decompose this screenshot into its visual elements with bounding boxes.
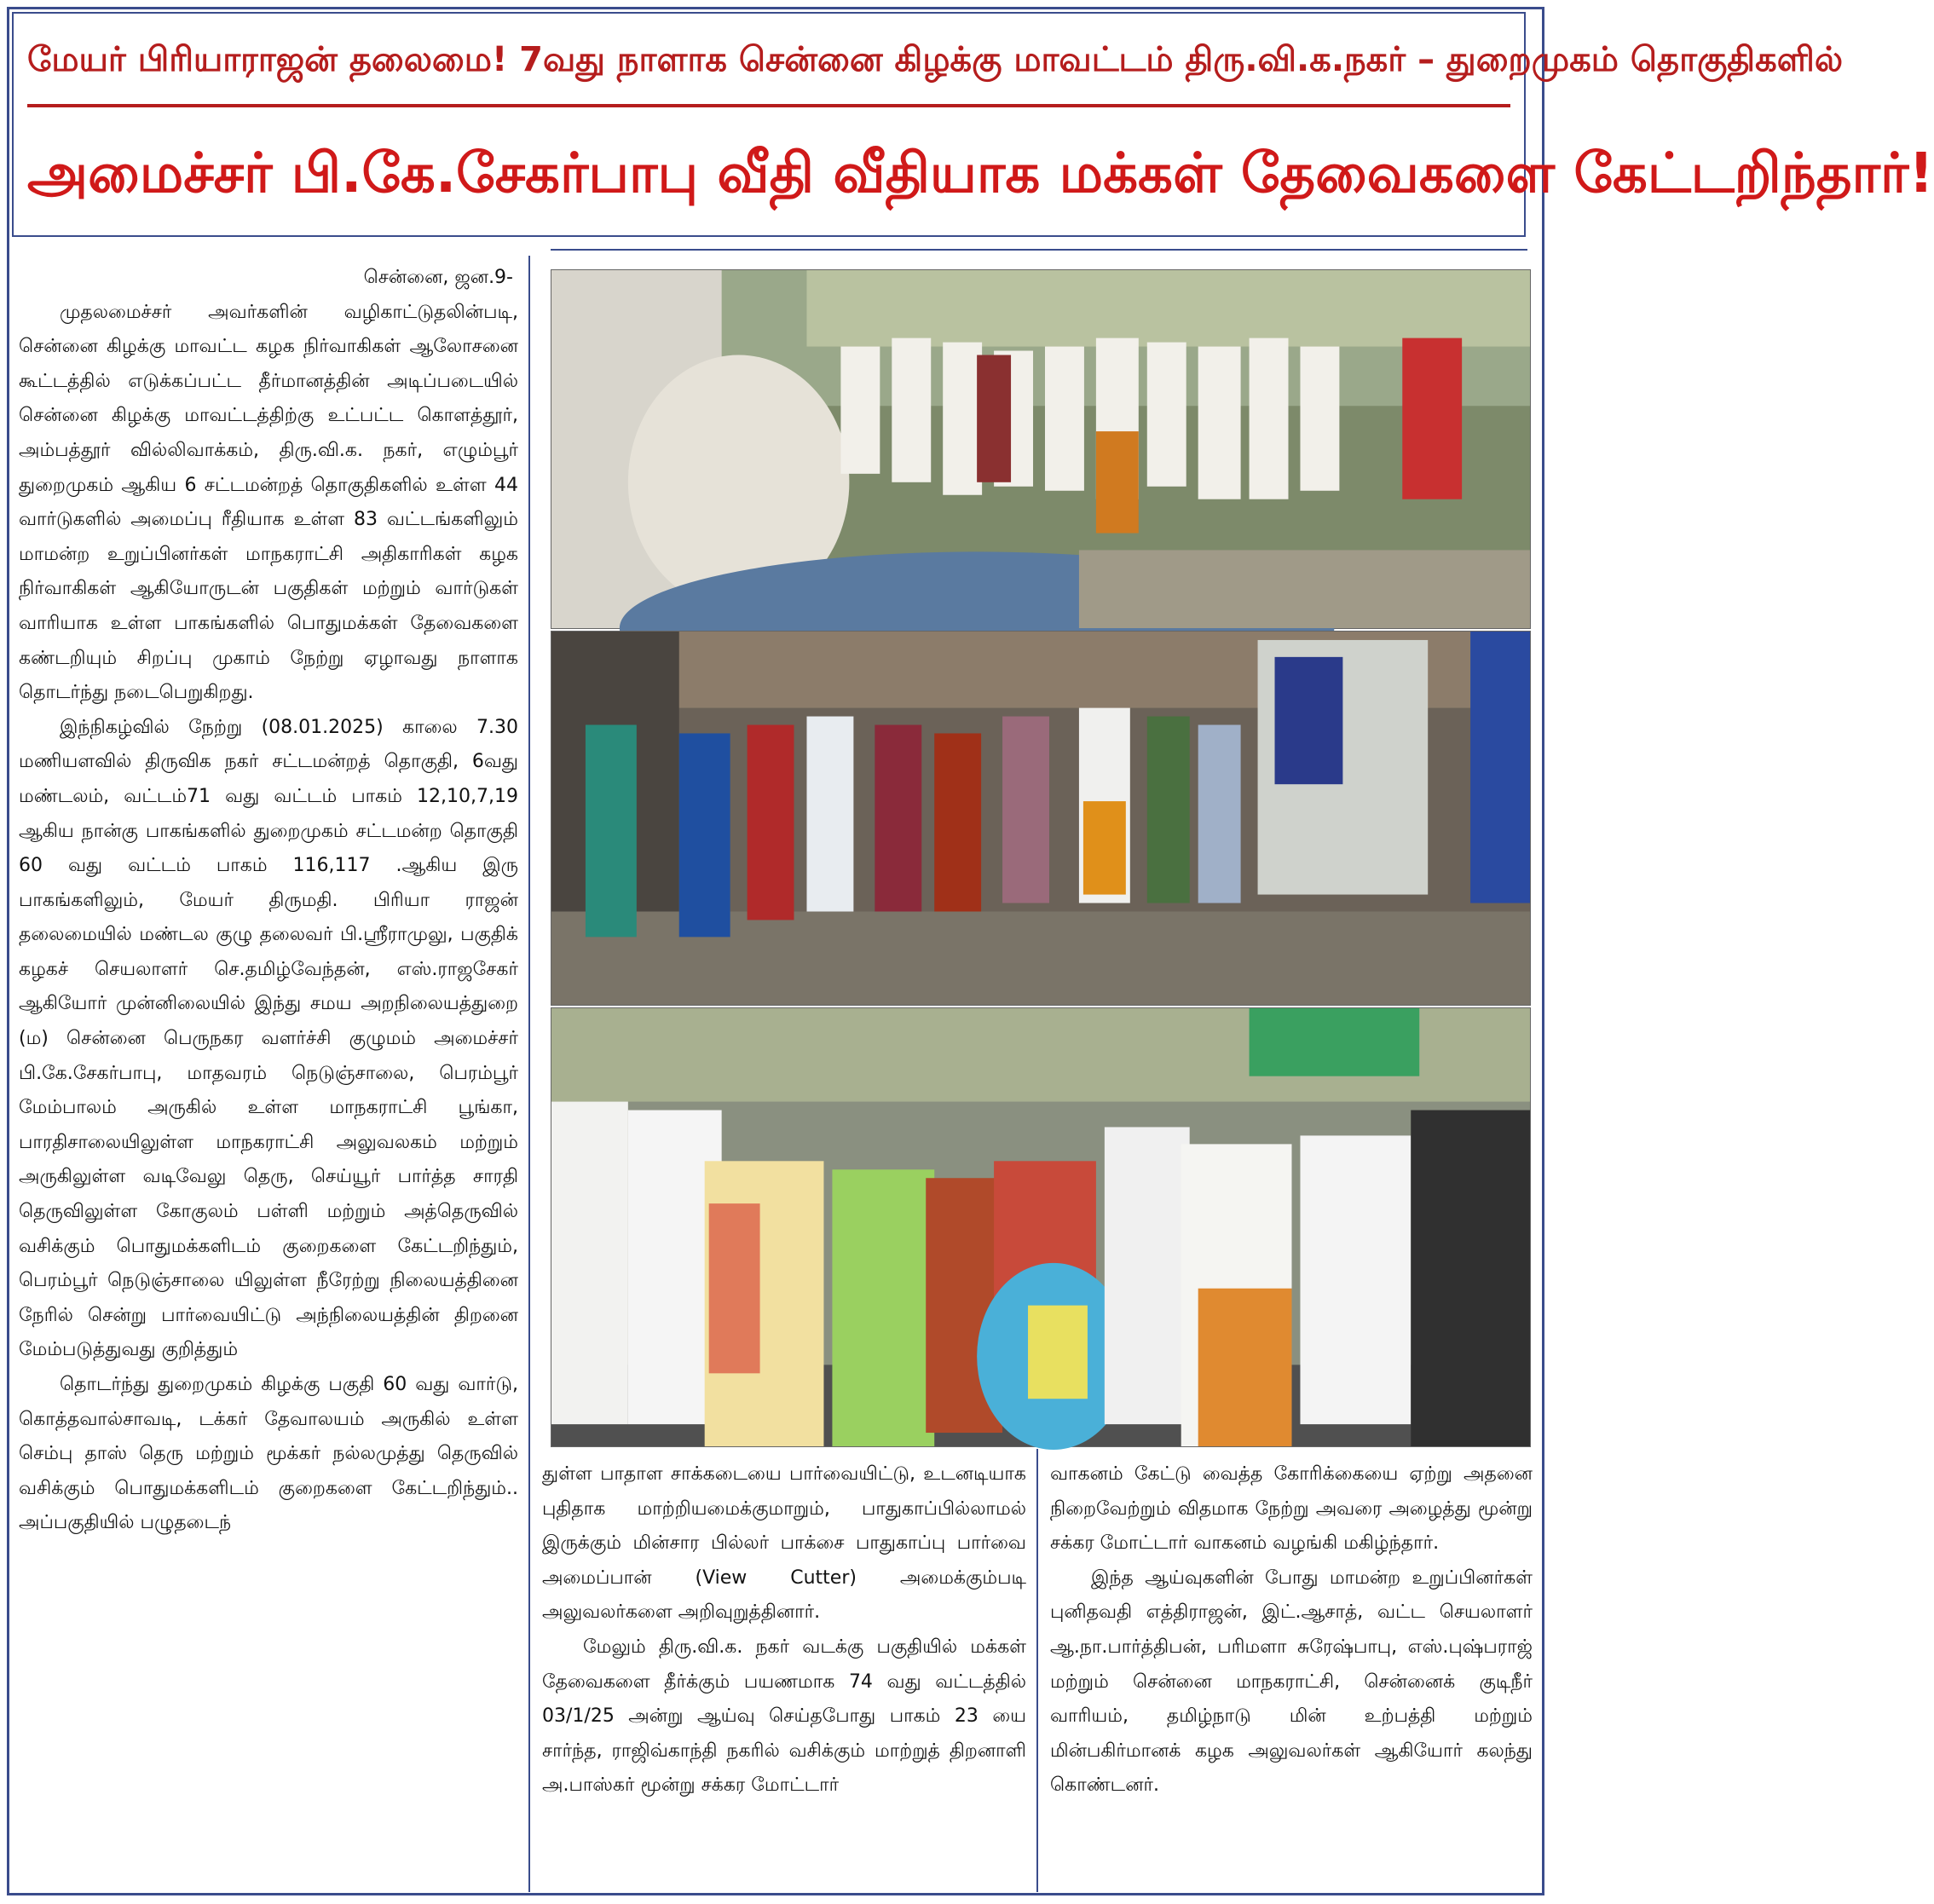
main-headline: அமைச்சர் பி.கே.சேகர்பாபு வீதி வீதியாக மக்கள் தேவைகளை கேட்டறிந்தார்! — [27, 142, 1934, 205]
paragraph: மேலும் திரு.வி.க. நகர் வடக்கு பகுதியில் மக்கள் தேவைகளை தீர்க்கும் பயணமாக 74 வது வட்டத்தில் 03/1/25 அன்று ஆய்வு செய்தபோது பாகம் 23 யை சார்ந்த, ராஜிவ்காந்தி நகரில் வசிக்கும் மாற்றுத் திறனாளி அ.பாஸ்கர் மூன்று சக்கர மோட்டார் — [542, 1636, 1026, 1797]
kicker-line: மேயர் பிரியாராஜன் தலைமை! 7வது நாளாக சென்னை கிழக்கு மாவட்டம் திரு.வி.க.நகர் – துறைமுகம் தொகுதிகளில் — [27, 40, 1844, 79]
paragraph: தொடர்ந்து துறைமுகம் கிழக்கு பகுதி 60 வது வார்டு, கொத்தவால்சாவடி, டக்கர் தேவாலயம் அருகில் உள்ள செம்பு தாஸ் தெரு மற்றும் மூக்கர் நல்லமுத்து தெருவில் வசிக்கும் பொதுமக்களிடம் குறைகளை கேட்டறிந்தும்.. அப்பகுதியில் பழுதடைந் — [19, 1374, 518, 1534]
column-divider-2 — [1036, 1449, 1038, 1892]
article-column-2 — [542, 1457, 1026, 1888]
article-column-3 — [1050, 1457, 1533, 1888]
paragraph: வாகனம் கேட்டு வைத்த கோரிக்கையை ஏற்று அதனை நிறைவேற்றும் விதமாக நேற்று அவரை அழைத்து மூன்று சக்கர மோட்டார் வாகனம் வழங்கி மகிழ்ந்தார். — [1050, 1463, 1533, 1555]
photo-divider-top — [551, 249, 1527, 251]
column-divider-1 — [528, 256, 530, 1892]
photo-street-inspection — [551, 631, 1531, 1006]
headline-box — [12, 12, 1934, 237]
kicker-divider — [27, 104, 1510, 107]
dateline: சென்னை, ஜன.9- — [363, 267, 513, 288]
photo-vehicle-handover — [551, 1007, 1531, 1447]
photo-park-inspection — [551, 269, 1531, 629]
paragraph: இந்நிகழ்வில் நேற்று (08.01.2025) காலை 7.30 மணியளவில் திருவிக நகர் சட்டமன்றத் தொகுதி, 6வது மண்டலம், வட்டம்71 வது வட்டம் பாகம் 12,10,7,19 ஆகிய நான்கு பாகங்களில் துறைமுகம் சட்டமன்ற தொகுதி 60 வது வட்டம் பாகம் 116,117 .ஆகிய இரு பாகங்களிலும், மேயர் திருமதி. பிரியா ராஜன் தலைமையில் மண்டல குழு தலைவர் பி.ஸ்ரீராமுலு, பகுதிக் கழகச் செயலாளர் செ.தமிழ்வேந்தன், எஸ்.ராஜசேகர் ஆகியோர் முன்னிலையில் இந்து சமய அறநிலையத்துறை (ம) சென்னை பெருநகர வளர்ச்சி குழுமம் அமைச்சர் பி.கே.சேகர்பாபு, மாதவரம் நெடுஞ்சாலை, பெரம்பூர் மேம்பாலம் அருகில் உள்ள மாநகராட்சி பூங்கா, பாரதிசாலையிலுள்ள மாநகராட்சி அலுவலகம் மற்றும் அருகிலுள்ள வடிவேலு தெரு, செய்யூர் பார்த்த சாரதி தெருவிலுள்ள கோகுலம் பள்ளி மற்றும் அத்தெருவில் வசிக்கும் பொதுமக்களிடம் குறைகளை கேட்டறிந்தும், பெரம்பூர் நெடுஞ்சாலை யிலுள்ள நீரேற்று நிலையத்தினை நேரில் சென்று பார்வையிட்டு அந்நிலையத்தின் திறனை மேம்படுத்துவது குறித்தும் — [19, 716, 518, 1361]
paragraph: துள்ள பாதாள சாக்கடையை பார்வையிட்டு, உடனடியாக புதிதாக மாற்றியமைக்குமாறும், பாதுகாப்பில்லாமல் இருக்கும் மின்சார பில்லர் பாக்சை பாதுகாப்பு பார்வை அமைப்பான் (View Cutter) அமைக்கும்படி அலுவலர்களை அறிவுறுத்தினார். — [542, 1463, 1026, 1624]
paragraph: இந்த ஆய்வுகளின் போது மாமன்ற உறுப்பினர்கள் புனிதவதி எத்திராஜன், இட்.ஆசாத், வட்ட செயலாளர் ஆ.நா.பார்த்திபன், பரிமளா சுரேஷ்பாபு, எஸ்.புஷ்பராஜ் மற்றும் சென்னை மாநகராட்சி, சென்னைக் குடிநீர் வாரியம், தமிழ்நாடு மின் உற்பத்தி மற்றும் மின்பகிர்மானக் கழக அலுவலர்கள் ஆகியோர் கலந்து கொண்டனர். — [1050, 1566, 1533, 1797]
paragraph: முதலமைச்சர் அவர்களின் வழிகாட்டுதலின்படி, சென்னை கிழக்கு மாவட்ட கழக நிர்வாகிகள் ஆலோசனை கூட்டத்தில் எடுக்கப்பட்ட தீர்மானத்தின் அடிப்படையில் சென்னை கிழக்கு மாவட்டத்திற்கு உட்பட்ட கொளத்தூர், அம்பத்தூர் வில்லிவாக்கம், திரு.வி.க. நகர், எழும்பூர் துறைமுகம் ஆகிய 6 சட்டமன்றத் தொகுதிகளில் உள்ள 44 வார்டுகளில் அமைப்பு ரீதியாக உள்ள 83 வட்டங்களிலும் மாமன்ற உறுப்பினர்கள் மாநகராட்சி அதிகாரிகள் கழக நிர்வாகிகள் ஆகியோருடன் பகுதிகள் மற்றும் வார்டுகள் வாரியாக உள்ள பாகங்களில் பொதுமக்கள் தேவைகளை கண்டறியும் சிறப்பு முகாம் நேற்று ஏழாவது நாளாக தொடர்ந்து நடைபெறுகிறது. — [19, 301, 518, 704]
article-column-1 — [19, 261, 518, 1889]
